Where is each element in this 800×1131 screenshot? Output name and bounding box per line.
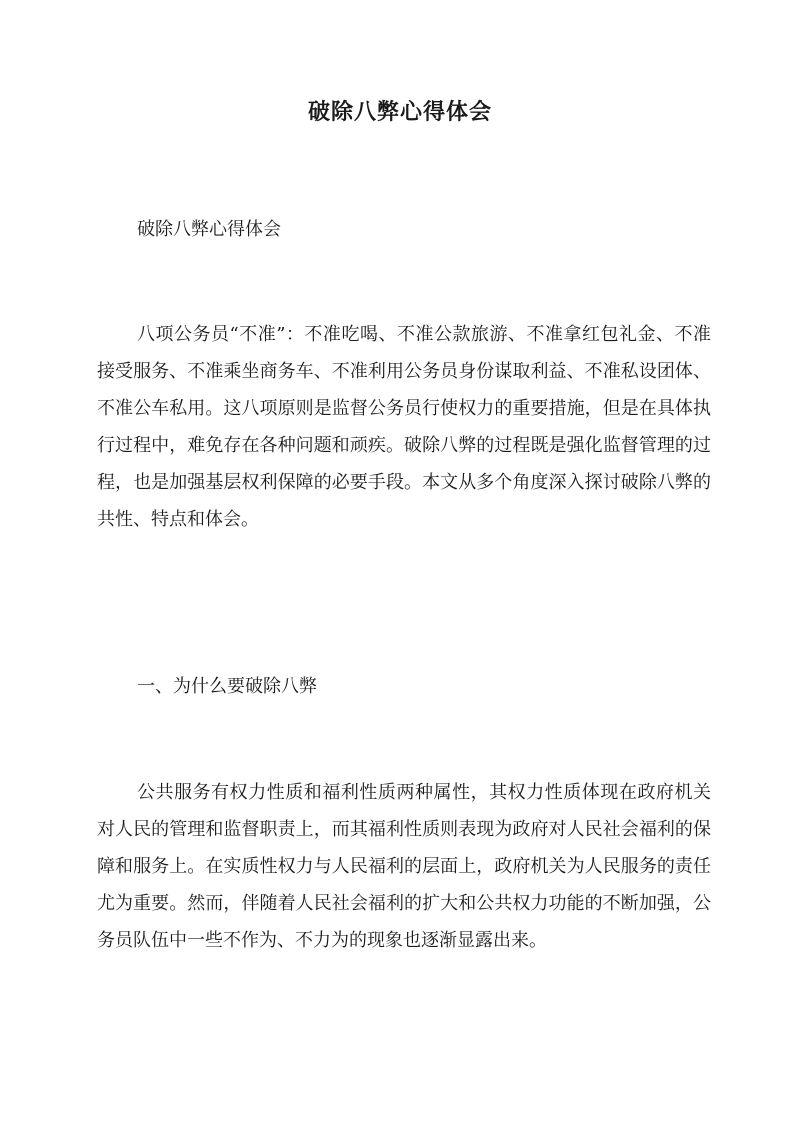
section-heading-1: 一、为什么要破除八弊 [137, 676, 317, 697]
paragraph-intro: 八项公务员“不准”：不准吃喝、不准公款旅游、不准拿红包礼金、不准接受服务、不准乘坐商务车、不准利用公务员身份谋取利益、不准私设团体、不准公车私用。这八项原则是监督公务员行使权力的重要措施，但是在具体执行过程中，难免存在各种问题和顽疾。破除八弊的过程既是强化监督管理的过程，也是加强基层权利保障的必要手段。本文从多个角度深入探讨破除八弊的共性、特点和体会。 [97, 324, 711, 530]
document-subtitle: 破除八弊心得体会 [137, 219, 281, 240]
document-title: 破除八弊心得体会 [307, 99, 492, 125]
paragraph-section-1: 公共服务有权力性质和福利性质两种属性，其权力性质体现在政府机关对人民的管理和监督职责上，而其福利性质则表现为政府对人民社会福利的保障和服务上。在实质性权力与人民福利的层面上，政府机关为人民服务的责任尤为重要。然而，伴随着人民社会福利的扩大和公共权力功能的不断加强，公务员队伍中一些不作为、不力为的现象也逐渐显露出来。 [97, 782, 711, 951]
